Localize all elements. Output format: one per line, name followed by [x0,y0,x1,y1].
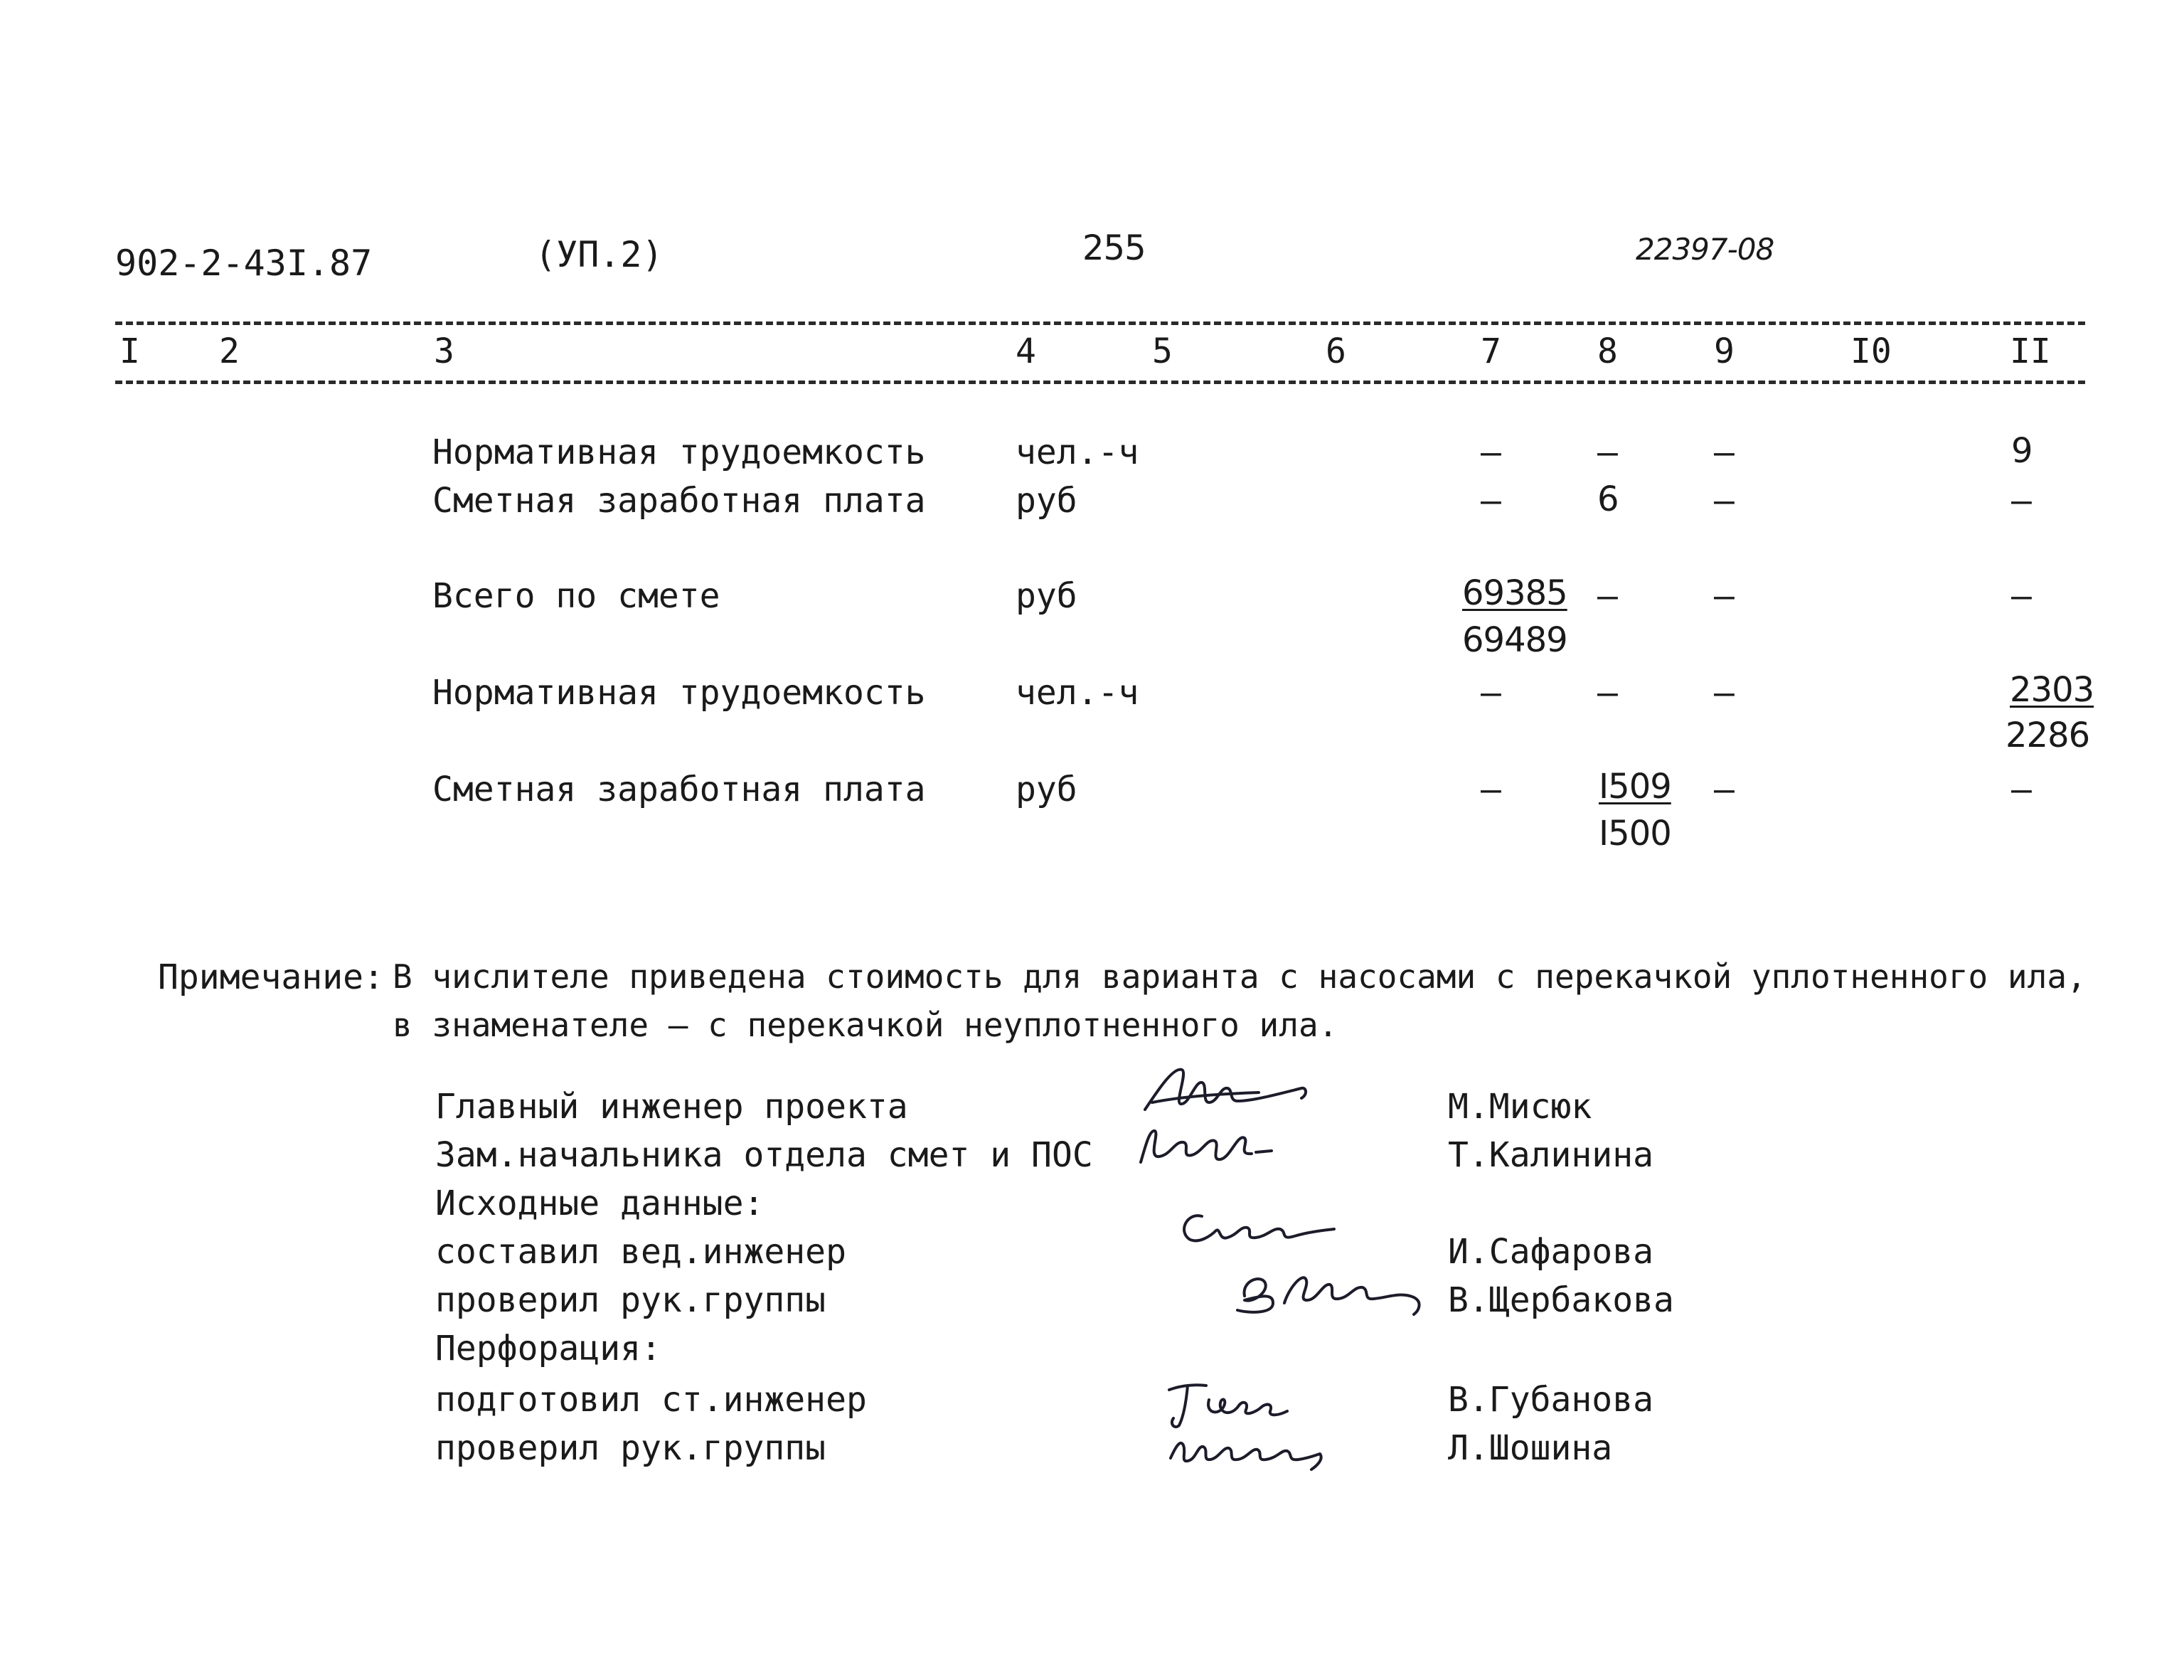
row-4-col8: – [1597,673,1618,713]
archive-number: 22397-08 [1636,232,1774,267]
row-1-name: Нормативная трудоемкость [432,432,926,472]
sign-name-1: М.Мисюк [1448,1087,1592,1127]
sign-name-4: И.Сафарова [1448,1232,1653,1272]
col-header-8: 8 [1597,331,1618,371]
row-2-name: Сметная заработная плата [432,481,926,521]
row-1-col8: – [1597,432,1618,472]
col-header-10: I0 [1850,331,1892,371]
col-header-3: 3 [434,331,454,371]
sign-role-2: Зам.начальника отдела смет и ПОС [435,1135,1093,1175]
row-4-col11-numerator: 2303 [2010,670,2094,710]
row-5-unit: руб [1016,770,1077,809]
row-4-col9: – [1714,673,1735,713]
sign-role-4: составил вед.инженер [435,1232,846,1272]
col-header-6: 6 [1326,331,1346,371]
sign-role-6: Перфорация: [435,1329,661,1368]
col-header-1: I [119,331,140,371]
row-2-col8: 6 [1597,479,1619,519]
row-3-col9: – [1714,576,1735,616]
row-4-name: Нормативная трудоемкость [432,673,926,713]
col-header-7: 7 [1481,331,1501,371]
row-1-col7: – [1481,432,1501,472]
col-header-5: 5 [1152,331,1173,371]
row-5-col9: – [1714,770,1735,809]
sign-role-1: Главный инженер проекта [435,1087,908,1127]
row-3-col11: – [2011,576,2032,616]
row-4-col11-denominator: 2286 [2005,716,2090,755]
row-4-unit: чел.-ч [1016,673,1139,713]
sign-name-5: В.Щербакова [1448,1280,1674,1320]
signature-mark-6 [1159,1425,1330,1475]
col-header-9: 9 [1714,331,1735,371]
row-1-unit: чел.-ч [1016,432,1139,472]
page-number: 255 [1082,228,1146,268]
sign-name-8: Л.Шошина [1448,1428,1613,1468]
sign-role-5: проверил рук.группы [435,1280,826,1320]
signature-mark-5 [1159,1376,1301,1432]
table-header-rule [115,381,2085,384]
note-line-2: в знаменателе – с перекачкой неуплотненного ила. [393,1006,1338,1044]
row-5-col8-denominator: I500 [1599,814,1671,854]
section-code: (УП.2) [535,234,664,275]
doc-code: 902-2-43I.87 [115,243,373,284]
sign-role-8: проверил рук.группы [435,1428,826,1468]
col-header-2: 2 [219,331,240,371]
row-1-col11: 9 [2011,431,2033,471]
row-5-col8-numerator: I509 [1599,767,1671,807]
col-header-11: II [2010,331,2051,371]
sign-role-7: подготовил ст.инженер [435,1380,867,1420]
row-5-name: Сметная заработная плата [432,770,926,809]
row-1-col9: – [1714,432,1735,472]
col-header-4: 4 [1016,331,1036,371]
table-top-rule [115,321,2085,325]
signature-mark-4 [1223,1253,1437,1331]
note-label: Примечание: [158,957,384,997]
row-2-col9: – [1714,481,1735,521]
note-line-1: В числителе приведена стоимость для варианта с насосами с перекачкой уплотненного ила, [393,957,2087,996]
row-3-name: Всего по смете [432,576,720,616]
row-3-col8: – [1597,576,1618,616]
signature-mark-2 [1131,1120,1280,1176]
sign-name-7: В.Губанова [1448,1380,1653,1420]
sign-name-2: Т.Калинина [1448,1135,1653,1175]
row-2-col7: – [1481,481,1501,521]
row-5-col7: – [1481,770,1501,809]
row-2-unit: руб [1016,481,1077,521]
sign-role-3: Исходные данные: [435,1184,765,1223]
row-4-col7: – [1481,673,1501,713]
row-3-col7-numerator: 69385 [1462,573,1567,613]
signature-mark-1 [1138,1060,1323,1124]
row-3-col7-denominator: 69489 [1462,620,1567,660]
row-5-col11: – [2011,770,2032,809]
row-3-unit: руб [1016,576,1077,616]
row-2-col11: – [2011,481,2032,521]
